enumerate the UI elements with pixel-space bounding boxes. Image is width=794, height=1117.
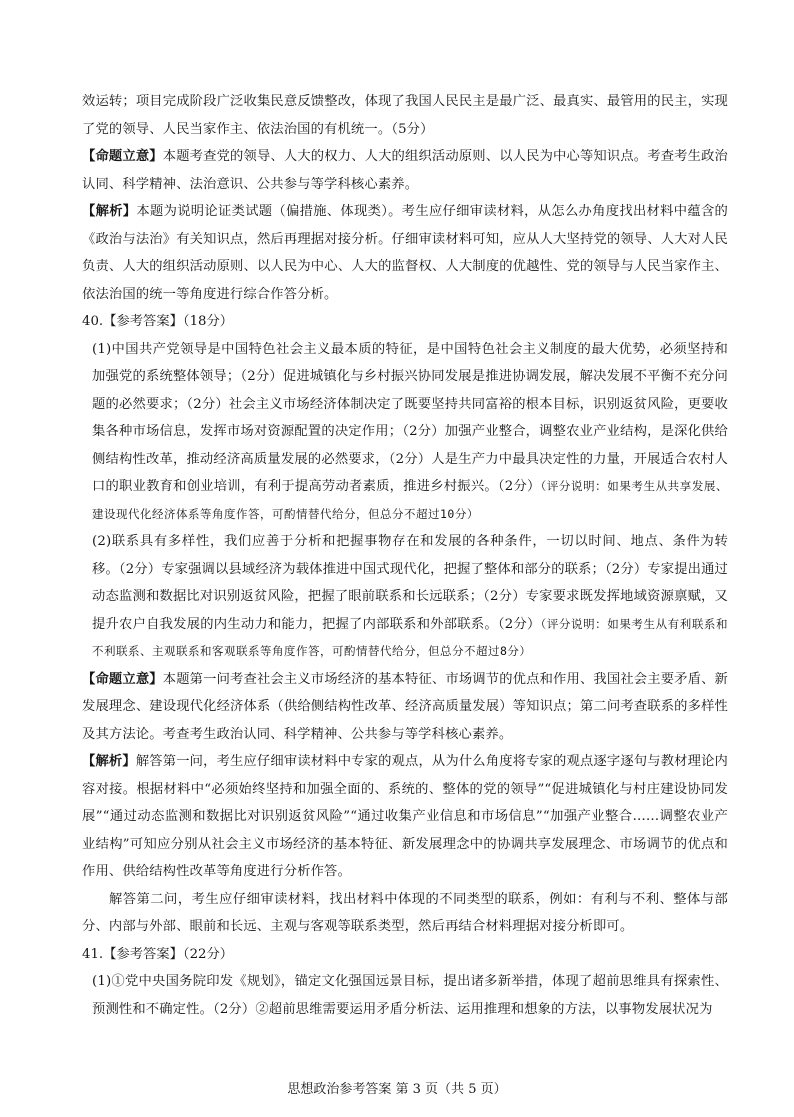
- q41-part1: (1)①党中央国务院印发《规划》，锚定文化强国远景目标，提出诸多新举措，体现了超前思维具有探索性、预测性和不确定性。（2分）②超前思维需要运用矛盾分析法、运用推理和想象的方法，以事物发展状况为: [92, 974, 728, 1017]
- q40-intent-text: 本题第一问考查社会主义市场经济的基本特征、市场调节的优点和作用、我国社会主要矛盾、新发展理念、建设现代化经济体系（供给侧结构性改革、经济高质量发展）等知识点；第二问考查联系的多样性及其方法论。考查考生政治认同、科学精神、公共参与等学科核心素养。: [82, 671, 728, 742]
- q40-answer-tag: 【参考答案】: [103, 314, 183, 329]
- q39-intent-paragraph: [82, 143, 728, 198]
- q40-number: 40.: [82, 314, 104, 329]
- q40-analysis-paragraph: [82, 748, 728, 886]
- q40-part2-note: （评分说明：如果考生从有利联系和不利联系、主观联系和客观联系等角度作答，可酌情替代给分，但总分不超过8分）: [92, 616, 728, 658]
- intro-paragraph: 效运转；项目完成阶段广泛收集民意反馈整改，体现了我国人民民主是最广泛、最真实、最管用的民主，实现了党的领导、人民当家作主、依法治国的有机统一。（5分）: [82, 94, 728, 137]
- q39-intent-tag: 【命题立意】: [82, 149, 163, 164]
- q40-heading: [82, 308, 728, 336]
- q39-analysis-tag: 【解析】: [82, 204, 137, 219]
- q40-part1-note: （评分说明：如果考生从共享发展、建设现代化经济体系等角度作答，可酌情替代给分，但总分不超过10分）: [92, 479, 728, 521]
- q41-heading: [82, 941, 728, 969]
- q40-part1-text: (1)中国共产党领导是中国特色社会主义最本质的特征，是中国特色社会主义制度的最大优势，必须坚持和加强党的系统整体领导；（2分）促进城镇化与乡村振兴协同发展是推进协调发展，解决发展不平衡不充分问题的必然要求；（2分）社会主义市场经济体制决定了既要坚持共同富裕的根本目标，识别返贫风险，更要收集各种市场信息，发挥市场对资源配置的决定作用；（2分）加强产业整合，调整农业产业结构，是深化供给侧结构性改革，推动经济高质量发展的必然要求，（2分）人是生产力中最具决定性的力量，开展适合农村人口的职业教育和创业培训，有利于提高劳动者素质，推进乡村振兴。（2分）: [92, 341, 728, 494]
- q40-analysis-tag: 【解析】: [82, 754, 136, 769]
- q40-analysis-text: 解答第一问，考生应仔细审读材料中专家的观点，从为什么角度将专家的观点逐字逐句与教材理论内容对接。根据材料中“必须始终坚持和加强全面的、系统的、整体的党的领导”“促进城镇化与村庄建设协同发展”“通过动态监测和数据比对识别返贫风险”“通过收集产业信息和市场信息”“加强产业整合……调整农业产业结构”可知应分别从社会主义市场经济的基本特征、新发展理念中的协调共享发展理念、市场调节的优点和作用、供给结构性改革等角度进行分析作答。: [82, 754, 728, 879]
- q40-score: （18分）: [182, 314, 234, 329]
- q41-score: （22分）: [182, 946, 234, 962]
- q39-intent-text: 本题考查党的领导、人大的权力、人大的组织活动原则、以人民为中心等知识点。考查考生政治认同、科学精神、法治意识、公共参与等学科核心素养。: [82, 149, 728, 192]
- q41-answer-tag: 【参考答案】: [103, 946, 183, 962]
- q40-intent-paragraph: [82, 666, 728, 749]
- q40-part1: [82, 336, 728, 529]
- q41-number: 41.: [82, 946, 104, 962]
- page-footer: 思想政治参考答案 第 3 页（共 5 页）: [287, 1082, 507, 1097]
- q40-part2-text: (2)联系具有多样性，我们应善于分析和把握事物存在和发展的各种条件，一切以时间、地点、条件为转移。（2分）专家强调以县域经济为载体推进中国式现代化，把握了整体和部分的联系；（2分）专家提出通过动态监测和数据比对识别返贫风险，把握了眼前联系和长远联系；（2分）专家要求既发挥地域资源禀赋，又提升农户自我发展的内生动力和能力，把握了内部联系和外部联系。（2分）: [92, 534, 728, 632]
- q39-analysis-text: 本题为说明论证类试题（偏措施、体现类）。考生应仔细审读材料，从怎么办角度找出材料中蕴含的《政治与法治》有关知识点，然后再理据对接分析。仔细审读材料可知，应从人大坚持党的领导、人大对人民负责、人大的组织活动原则、以人民为中心、人大的监督权、人大制度的优越性、党的领导与人民当家作主、依法治国的统一等角度进行综合作答分析。: [82, 204, 728, 302]
- q40-intent-tag: 【命题立意】: [82, 671, 163, 687]
- q40-analysis-paragraph-2: 解答第二问，考生应仔细审读材料，找出材料中体现的不同类型的联系，例如：有利与不利、整体与部分、内部与外部、眼前和长远、主观与客观等联系类型，然后再结合材料理据对接分析即可。: [82, 891, 728, 934]
- q40-part2: [82, 528, 728, 666]
- q39-analysis-paragraph: [82, 198, 728, 308]
